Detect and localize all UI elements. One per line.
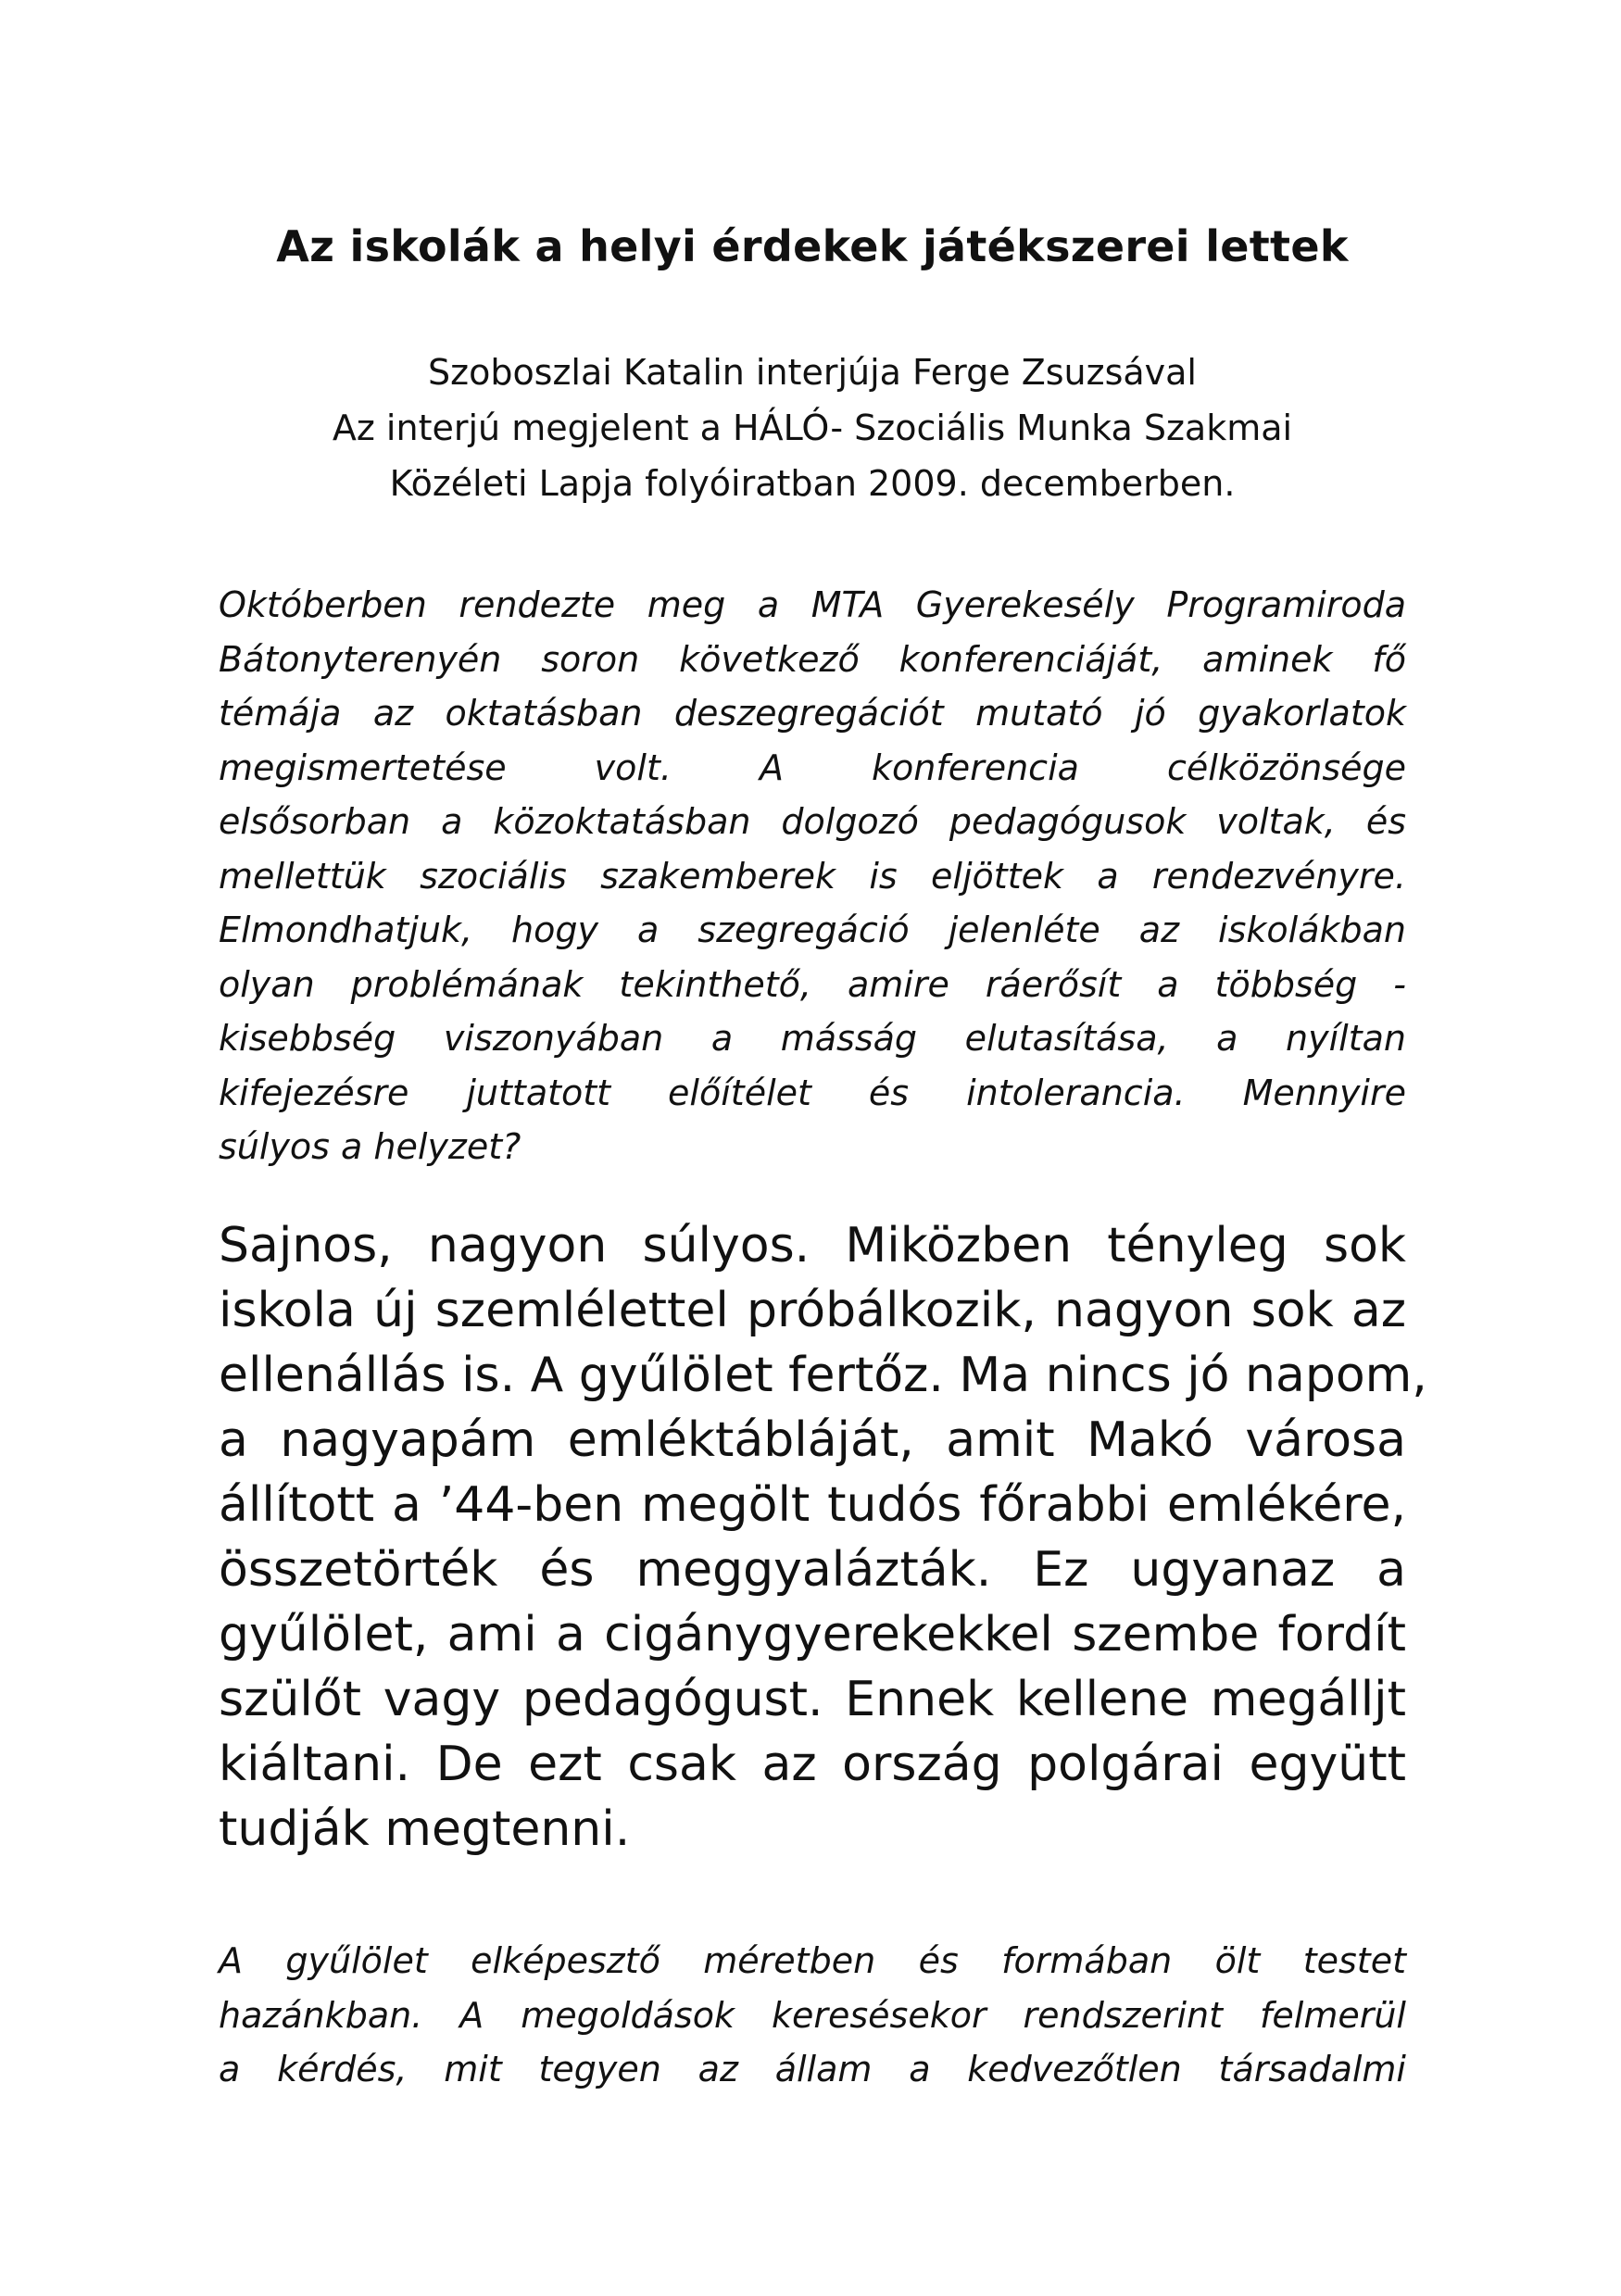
question-line: témája az oktatásban deszegregációt mutató jó gyakorlatok bbox=[219, 693, 1406, 734]
question-line: kifejezésre juttatott előítélet és intolerancia. Mennyire bbox=[219, 1072, 1406, 1113]
answer-line: ellenállás is. A gyűlölet fertőz. Ma nincs jó napom, bbox=[219, 1348, 1427, 1403]
answer-line: a nagyapám emléktábláját, amit Makó városa bbox=[219, 1412, 1406, 1468]
byline-line: Szoboszlai Katalin interjúja Ferge Zsuzsával bbox=[428, 352, 1197, 393]
interview-question-1 bbox=[219, 578, 1406, 1174]
answer-line: tudják megtenni. bbox=[219, 1801, 631, 1857]
question-line: mellettük szociális szakemberek is eljöttek a rendezvényre. bbox=[219, 855, 1406, 897]
question-line: Bátonyterenyén soron következő konferenciáját, aminek fő bbox=[219, 638, 1406, 680]
question-line: a kérdés, mit tegyen az állam a kedvezőtlen társadalmi bbox=[219, 2049, 1406, 2089]
answer-line: gyűlölet, ami a cigánygyerekekkel szembe fordít bbox=[219, 1607, 1406, 1662]
article-byline bbox=[219, 345, 1406, 511]
interview-answer-1 bbox=[219, 1213, 1427, 1862]
question-line: Októberben rendezte meg a MTA Gyerekesély Programiroda bbox=[219, 584, 1406, 625]
question-line: hazánkban. A megoldások keresésekor rendszerint felmerül bbox=[219, 1994, 1406, 2036]
article-title: Az iskolák a helyi érdekek játékszerei lettek bbox=[276, 221, 1349, 271]
question-line: Elmondhatjuk, hogy a szegregáció jelenléte az iskolákban bbox=[219, 910, 1406, 950]
interview-question-2 bbox=[219, 1934, 1406, 2097]
answer-line: Sajnos, nagyon súlyos. Miközben tényleg sok bbox=[219, 1218, 1406, 1273]
byline-line: Közéleti Lapja folyóiratban 2009. decemberben. bbox=[389, 463, 1236, 504]
answer-line: kiáltani. De ezt csak az ország polgárai együtt bbox=[219, 1737, 1406, 1792]
answer-line: szülőt vagy pedagógust. Ennek kellene megálljt bbox=[219, 1672, 1406, 1727]
question-line: megismertetése volt. A konferencia célközönsége bbox=[219, 747, 1406, 788]
answer-line: iskola új szemlélettel próbálkozik, nagyon sok az bbox=[219, 1283, 1406, 1338]
question-line: súlyos a helyzet? bbox=[219, 1126, 521, 1167]
question-line: elsősorban a közoktatásban dolgozó pedagógusok voltak, és bbox=[219, 801, 1406, 842]
question-line: olyan problémának tekinthető, amire ráerősít a többség - bbox=[219, 963, 1406, 1005]
answer-line: összetörték és meggyalázták. Ez ugyanaz a bbox=[219, 1542, 1406, 1598]
question-line: A gyűlölet elképesztő méretben és formában ölt testet bbox=[219, 1940, 1406, 1981]
answer-line: állított a ’44-ben megölt tudós főrabbi emlékére, bbox=[219, 1477, 1406, 1533]
question-line: kisebbség viszonyában a másság elutasítása, a nyíltan bbox=[219, 1018, 1406, 1059]
byline-line: Az interjú megjelent a HÁLÓ- Szociális Munka Szakmai bbox=[332, 408, 1293, 448]
